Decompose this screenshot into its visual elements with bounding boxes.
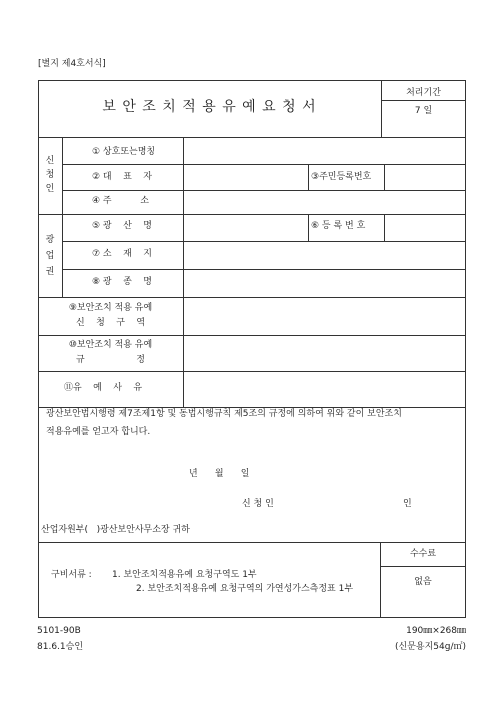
seal-mark: 인 [403, 499, 412, 509]
date-line: 년 월 일 [189, 469, 250, 479]
processing-period-value: 7 일 [414, 106, 433, 116]
grace-rule-label: 규 정 [76, 355, 145, 365]
divider [384, 164, 385, 190]
approval-date: 81.6.1승인 [37, 642, 84, 652]
mining-section-char: 광 [45, 235, 55, 245]
attachments-label: 구비서류 : [51, 570, 92, 580]
divider [38, 371, 466, 372]
statement-line: 적용유예를 얻고자 합니다. [46, 427, 151, 437]
paper-size: 190㎜×268㎜ [406, 626, 466, 636]
applicant-section-char: 신 [45, 156, 55, 166]
business-name-label: ① 상호또는명칭 [92, 147, 156, 157]
divider [62, 269, 466, 270]
grace-rule-label: ⑩보안조치 적용 유예 [68, 340, 153, 350]
fee-value: 없음 [414, 577, 432, 587]
mining-section-char: 권 [45, 267, 55, 277]
addressee: 산업자원부( )광산보안사무소장 귀하 [41, 525, 190, 535]
divider [62, 164, 466, 165]
reason-label: ⑪유 예 사 유 [64, 383, 143, 393]
divider [62, 241, 466, 242]
grace-area-label: 신 청 구 역 [75, 318, 146, 328]
applicant-section-char: 인 [45, 184, 55, 194]
paper-type: (신문용지54g/㎡) [395, 642, 466, 652]
divider [38, 297, 466, 298]
attachment-item: 1. 보안조치적용유예 요청구역도 1부 [112, 570, 257, 580]
statement-line: 광산보안법시행령 제7조제1항 및 동법시행규칙 제5조의 규정에 의하여 위와 같이 보안조치 [46, 409, 402, 419]
divider [38, 137, 466, 138]
divider [308, 164, 309, 190]
divider [381, 100, 466, 101]
divider [62, 137, 63, 297]
divider [38, 407, 466, 408]
divider [38, 542, 466, 543]
attachment-item: 2. 보안조치적용유예 요청구역의 가연성가스측정표 1부 [136, 584, 354, 594]
applicant-section-char: 청 [45, 170, 55, 180]
applicant-signature-label: 신 청 인 [242, 499, 274, 509]
mine-name-label: ⑤ 광 산 명 [92, 221, 152, 231]
divider [38, 214, 466, 215]
form-code: 5101-90B [37, 626, 81, 636]
divider [308, 214, 309, 241]
mining-section-char: 업 [45, 251, 55, 261]
registration-number-label: ⑥ 등 록 번 호 [311, 221, 366, 231]
divider [380, 566, 466, 567]
divider [62, 190, 466, 191]
processing-period-label: 처리기간 [406, 88, 441, 98]
form-number-label: [별지 제4호서식] [38, 59, 106, 69]
mineral-name-label: ⑧ 광 종 명 [92, 277, 152, 287]
page-title: 보 안 조 치 적 용 유 예 요 청 서 [102, 99, 317, 115]
resident-number-label: ③주민등록번호 [311, 172, 372, 182]
divider [384, 214, 385, 241]
representative-label: ② 대 표 자 [92, 172, 152, 182]
divider [183, 137, 184, 407]
divider [38, 335, 466, 336]
location-label: ⑦ 소 재 지 [92, 249, 152, 259]
fee-label: 수수료 [409, 549, 437, 559]
grace-area-label: ⑨보안조치 적용 유예 [68, 303, 153, 313]
address-label: ④ 주 소 [92, 196, 149, 206]
